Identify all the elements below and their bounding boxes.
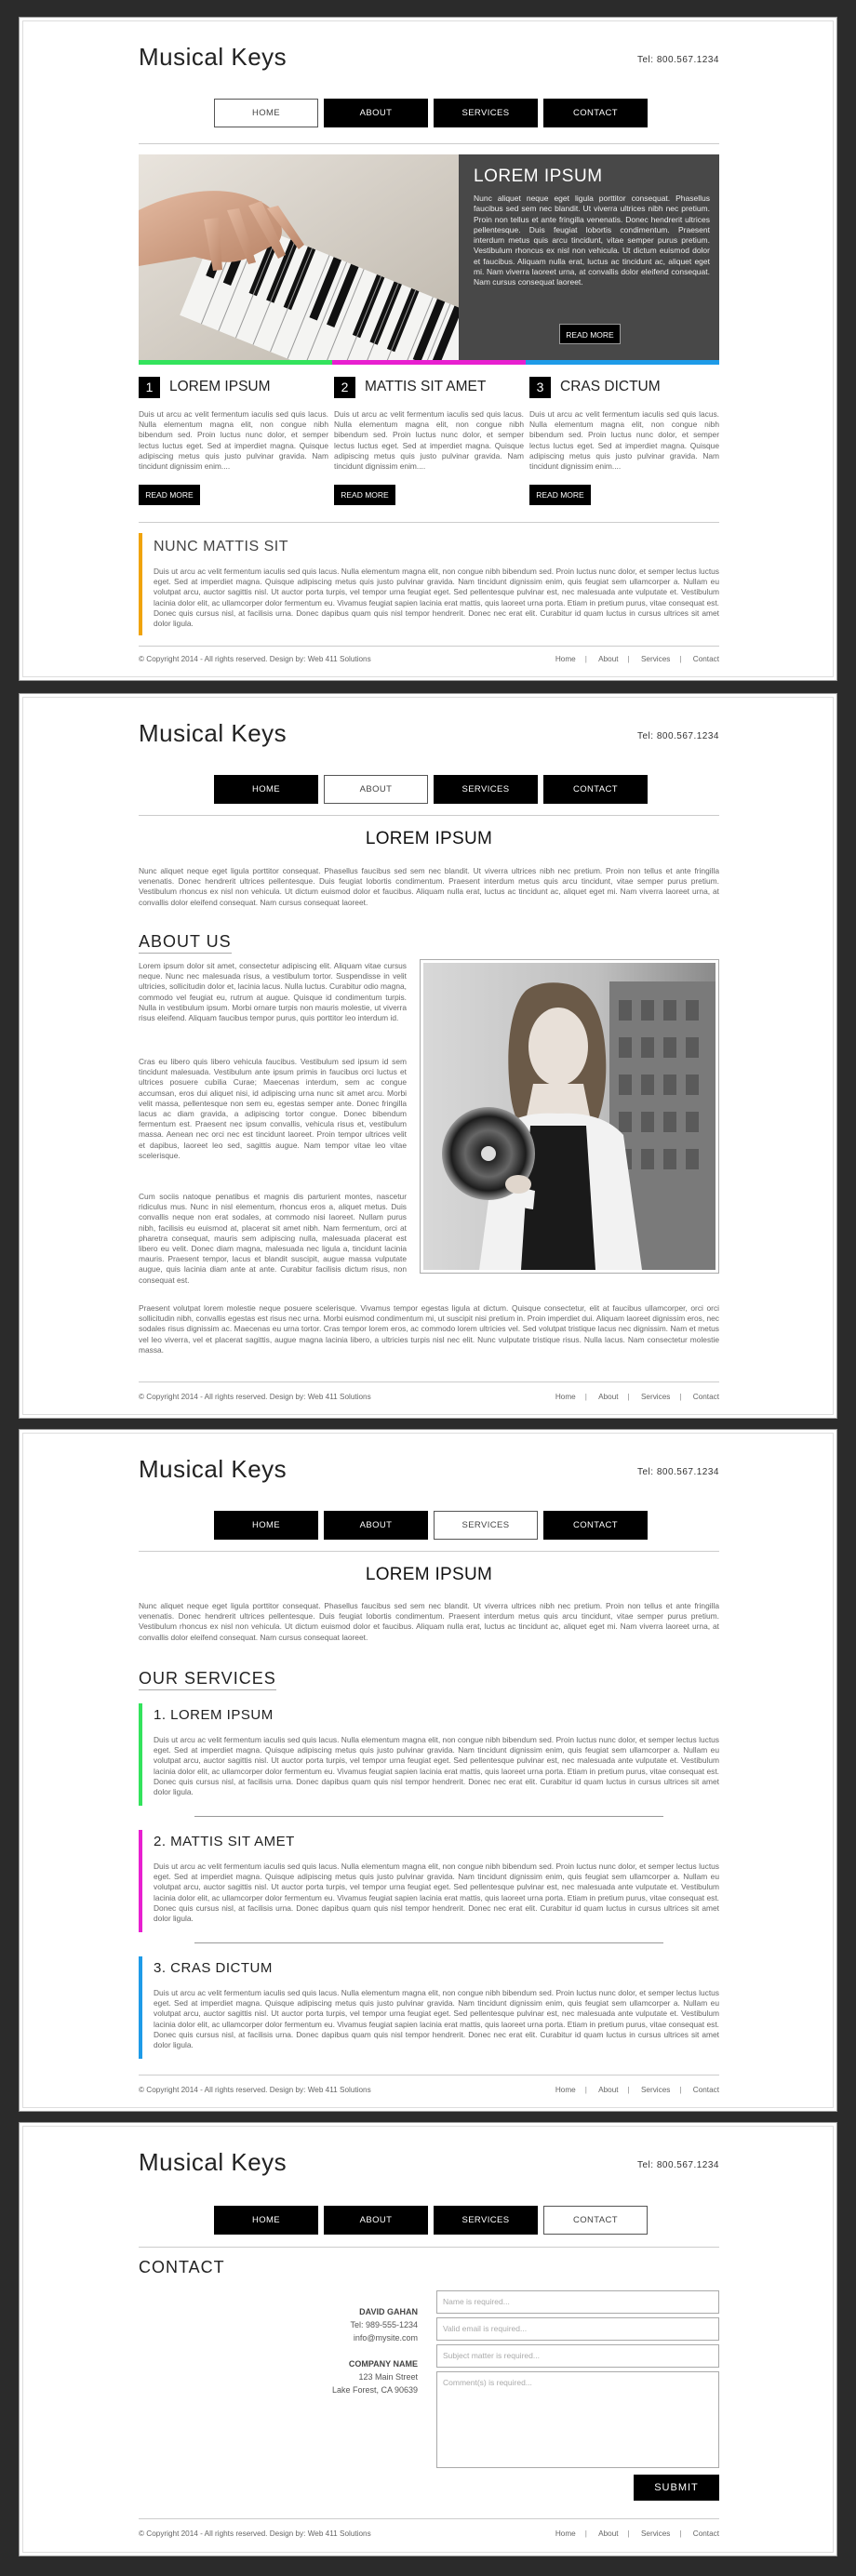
footer-links: Home | About | Services | Contact [555, 1393, 719, 1401]
service-title: 3. CRAS DICTUM [154, 1960, 273, 1976]
page-title: LOREM IPSUM [365, 1565, 493, 1584]
callout-accent-bar [139, 533, 142, 635]
main-nav [214, 99, 649, 127]
footer-copyright: © Copyright 2014 - All rights reserved. Design by: Web 411 Solutions [139, 1393, 371, 1401]
feature-title: LOREM IPSUM [169, 379, 271, 394]
feature-number-badge: 3 [529, 377, 551, 398]
submit-button[interactable]: SUBMIT [634, 2475, 719, 2501]
header-phone: Tel: 800.567.1234 [636, 55, 719, 65]
footer-link-about[interactable]: About [598, 2529, 619, 2538]
footer-copyright: © Copyright 2014 - All rights reserved. Design by: Web 411 Solutions [139, 2529, 371, 2538]
hero-panel [459, 154, 719, 361]
main-nav [214, 1511, 649, 1540]
footer-link-home[interactable]: Home [555, 1393, 576, 1401]
header-phone: Tel: 800.567.1234 [636, 731, 719, 741]
feature-read-more-button[interactable]: READ MORE [529, 485, 591, 505]
address-line-1: 123 Main Street [358, 2372, 418, 2382]
subject-input[interactable]: Subject matter is required... [436, 2344, 719, 2368]
main-nav [214, 2206, 649, 2235]
feature-title: CRAS DICTUM [560, 379, 661, 394]
about-photo [420, 959, 719, 1274]
feature-number-badge: 2 [334, 377, 355, 398]
footer-link-about[interactable]: About [598, 1393, 619, 1401]
comment-textarea[interactable]: Comment(s) is required... [436, 2371, 719, 2468]
nav-contact[interactable]: CONTACT [543, 775, 648, 804]
nav-about[interactable]: ABOUT [324, 2206, 428, 2235]
footer-links: Home | About | Services | Contact [555, 655, 719, 663]
callout-title: NUNC MATTIS SIT [154, 539, 288, 554]
feature-3 [529, 377, 719, 526]
color-stripe-green [139, 360, 332, 365]
site-logo[interactable]: Musical Keys [139, 43, 288, 71]
nav-services[interactable]: SERVICES [434, 2206, 538, 2235]
service-text: Duis ut arcu ac velit fermentum iaculis sed quis lacus. Nulla elementum magna elit, non congue nibh bibendum sed. Proin luctus nunc dolor, et semper lectus luctus eget. Sed at imperdiet magna. Quisque adipiscing metus quis justo pulvinar gravida. Nam tincidunt dignissim enim, quis feugiat sem ullamcorper a. Nullam eu volutpat arcu, auctor sagittis nisl. Ut auctor porta turpis, vel tempor urna feugiat eget. Sed pellentesque pulvinar est, nec malesuada ante vulputate et. Vestibulum lacinia dolor elit, ac ullamcorper dolor fermentum eu. Vivamus feugiat sapien lacinia erat mattis, quis laoreet urna porta. Etiam in pretium purus, vitae consequat est. Donec quis cursus nisl, at facilisis urna. Donec dapibus quam quis nisl tempor hendrerit. Donec nec erat elit. Curabitur id quam luctus in cursus ultrices sit amet dolor ligula. [154, 1988, 719, 2050]
service-item-1 [139, 1703, 719, 1806]
page-contact [19, 2122, 837, 2556]
service-text: Duis ut arcu ac velit fermentum iaculis sed quis lacus. Nulla elementum magna elit, non congue nibh bibendum sed. Proin luctus nunc dolor, et semper lectus luctus eget. Sed at imperdiet magna. Quisque adipiscing metus quis justo pulvinar gravida. Nam tincidunt dignissim enim, quis feugiat sem ullamcorper a. Nullam eu volutpat arcu, auctor sagittis nisl. Ut auctor porta turpis, vel tempor urna feugiat eget. Sed pellentesque pulvinar est, nec malesuada ante vulputate et. Vestibulum lacinia dolor elit, ac ullamcorper dolor fermentum eu. Vivamus feugiat sapien lacinia erat mattis, quis laoreet urna porta. Etiam in pretium purus, vitae consequat est. Donec quis cursus nisl, at facilisis urna. Donec dapibus quam quis nisl tempor hendrerit. Donec nec erat elit. Curabitur id quam luctus in cursus ultrices sit amet dolor ligula. [154, 1862, 719, 1924]
footer-link-services[interactable]: Services [640, 1393, 671, 1401]
nav-services[interactable]: SERVICES [434, 1511, 538, 1540]
about-paragraph-4: Praesent volutpat lorem molestie neque posuere scelerisque. Vivamus tempor egestas ligula at dictum. Quisque consectetur, elit at faucibus ullamcorper, orci orci sollicitudin nibh, convallis egestas est risus nec urna. Morbi euismod condimentum mi, ut suscipit nisi pretium in. Proin imperdiet dui. Aliquam laoreet dignissim eros, nec sodales risus dignissim ac. Maecenas eu urna tortor. Cras tempor lorem eros, ac commodo lorem ultricies vel. Sed volutpat tristique lacus nec dignissim. Nam et metus vel leo viverra, vel et placerat sagittis, augue magna lacinia libero, a ultricies turpis nisl nec elit. Nunc vulputate tristique risus. Nulla lacus. Nam consectetur molestie massa. [139, 1303, 719, 1355]
footer-link-contact[interactable]: Contact [692, 1393, 719, 1401]
feature-divider [139, 522, 719, 523]
footer-link-contact[interactable]: Contact [692, 655, 719, 663]
hero-read-more-button[interactable]: READ MORE [559, 324, 621, 344]
site-logo[interactable]: Musical Keys [139, 2148, 288, 2176]
service-accent-bar [139, 1830, 142, 1932]
site-logo[interactable]: Musical Keys [139, 719, 288, 747]
contact-phone: Tel: 989-555-1234 [350, 2320, 418, 2329]
header-phone: Tel: 800.567.1234 [636, 2160, 719, 2170]
page-services [19, 1429, 837, 2112]
footer-copyright: © Copyright 2014 - All rights reserved. Design by: Web 411 Solutions [139, 655, 371, 663]
nav-contact[interactable]: CONTACT [543, 2206, 648, 2235]
nav-about[interactable]: ABOUT [324, 775, 428, 804]
footer-link-about[interactable]: About [598, 2086, 619, 2094]
nav-services[interactable]: SERVICES [434, 775, 538, 804]
name-input[interactable]: Name is required... [436, 2290, 719, 2314]
header-divider [139, 815, 719, 816]
site-logo[interactable]: Musical Keys [139, 1455, 288, 1483]
footer-divider [139, 646, 719, 647]
footer-divider [139, 1381, 719, 1382]
contact-heading: CONTACT [139, 2258, 225, 2276]
about-heading: ABOUT US [139, 932, 232, 954]
nav-home[interactable]: HOME [214, 775, 318, 804]
about-paragraph-3: Cum sociis natoque penatibus et magnis dis parturient montes, nascetur ridiculus mus. Nunc in nisl elementum, rhoncus eros a, aliquet metus. Duis convallis neque non erat sodales, at commodo nisi laoreet. Nullam purus nibh, facilisis eu euismod at, placerat sit amet nibh. Nam fermentum, orci at pharetra consequat, mauris sem adipiscing nulla, malesuada placerat est libero eu velit. Donec diam magna, malesuada nec ligula a, tincidunt lacinia mauris. Praesent tempor, lacus et blandit suscipit, augue massa vulputate augue, quis lacinia diam ante at ante. Curabitur facilisis dictum risus, non consequat est. [139, 1192, 407, 1285]
service-text: Duis ut arcu ac velit fermentum iaculis sed quis lacus. Nulla elementum magna elit, non congue nibh bibendum sed. Proin luctus nunc dolor, et semper lectus luctus eget. Sed at imperdiet magna. Quisque adipiscing metus quis justo pulvinar gravida. Nam tincidunt dignissim enim, quis feugiat sem ullamcorper a. Nullam eu volutpat arcu, auctor sagittis nisl. Ut auctor porta turpis, vel tempor urna feugiat eget. Sed pellentesque pulvinar est, nec malesuada ante vulputate et. Vestibulum lacinia dolor elit, ac ullamcorper dolor fermentum eu. Vivamus feugiat sapien lacinia erat mattis, quis laoreet urna porta. Etiam in pretium purus, vitae consequat est. Donec quis cursus nisl, at facilisis urna. Donec dapibus quam quis nisl tempor hendrerit. Donec nec erat elit. Curabitur id quam luctus in cursus ultrices sit amet dolor ligula. [154, 1735, 719, 1797]
header-phone: Tel: 800.567.1234 [636, 1467, 719, 1477]
feature-number-badge: 1 [139, 377, 160, 398]
footer-link-services[interactable]: Services [640, 2529, 671, 2538]
footer-link-contact[interactable]: Contact [692, 2529, 719, 2538]
footer-links: Home | About | Services | Contact [555, 2086, 719, 2094]
callout [139, 533, 719, 635]
footer-link-home[interactable]: Home [555, 2086, 576, 2094]
contact-info [232, 2305, 418, 2396]
feature-read-more-button[interactable]: READ MORE [334, 485, 395, 505]
service-divider [194, 1942, 663, 1943]
footer-link-home[interactable]: Home [555, 2529, 576, 2538]
header-divider [139, 2247, 719, 2248]
footer-link-services[interactable]: Services [640, 655, 671, 663]
page-home [19, 17, 837, 681]
address-line-2: Lake Forest, CA 90639 [331, 2385, 418, 2395]
service-title: 1. LOREM IPSUM [154, 1707, 274, 1723]
service-item-2 [139, 1830, 719, 1932]
nav-about[interactable]: ABOUT [324, 99, 428, 127]
footer-links: Home | About | Services | Contact [555, 2529, 719, 2538]
hero-title: LOREM IPSUM [474, 167, 603, 186]
woman-with-cd-image [423, 963, 716, 1270]
service-accent-bar [139, 1956, 142, 2059]
service-title: 2. MATTIS SIT AMET [154, 1834, 295, 1849]
header-divider [139, 1551, 719, 1552]
contact-spacer [232, 2344, 418, 2357]
nav-about[interactable]: ABOUT [324, 1511, 428, 1540]
nav-contact[interactable]: CONTACT [543, 99, 648, 127]
about-paragraph-2: Cras eu libero quis libero vehicula faucibus. Vestibulum sed ipsum id sem tincidunt malesuada. Vestibulum ante ipsum primis in faucibus orci luctus et ultrices posuere cubilia Curae; Maecenas interdum, sem ac congue accumsan, eros dui aliquet nisi, id adipiscing urna nunc sit amet arcu. Morbi velit massa, pellentesque non sem eu, egestas semper ante. Donec fringilla lacus ac diam gravida, a adipiscing tortor congue. Donec bibendum fermentum est. Praesent nec ipsum convallis, vehicula risus et, vestibulum massa. Aenean nec orci nec est tincidunt laoreet. Proin tempor ultrices velit et dapibus, laoreet leo sed, sagittis augue. Nam tempor vitae leo vitae scelerisque. [139, 1057, 407, 1160]
footer-link-home[interactable]: Home [555, 655, 576, 663]
footer-divider [139, 2518, 719, 2519]
header-divider [139, 143, 719, 144]
page-title: LOREM IPSUM [365, 829, 493, 848]
service-accent-bar [139, 1703, 142, 1806]
about-paragraph-1: Lorem ipsum dolor sit amet, consectetur adipiscing elit. Aliquam vitae cursus neque. Nunc nec malesuada risus, a vestibulum tortor. Suspendisse in velit ultricies, sollicitudin dolor et, lacinia lacus. Nulla luctus. Curabitur odio magna, commodo vel feugiat eu, rutrum at augue. Quisque id condimentum turpis. Nulla in vestibulum ipsum. Morbi ornare turpis non mauris molestie, ut viverra risus eleifend. Aliquam faucibus tempor purus, quis porttitor leo interdum id. [139, 961, 407, 1023]
nav-services[interactable]: SERVICES [434, 99, 538, 127]
color-stripe-magenta [332, 360, 526, 365]
service-divider [194, 1816, 663, 1817]
color-stripe-blue [526, 360, 719, 365]
hero-text: Nunc aliquet neque eget ligula porttitor consequat. Phasellus faucibus sed sem nec blandit. Ut viverra ultrices nibh nec pretium. Proin non tellus et ante fringilla venenatis. Donec hendrerit ultrices pellentesque. Duis feugiat lobortis condimentum. Praesent interdum metus quis arcu tincidunt, vitae semper purus pretium. Vestibulum rhoncus ex nisl non vehicula. Ut dictum euismod dolor et faucibus. Aliquam nulla erat, luctus ac tincidunt ac, aliquet eget mi. Nam viverra laoreet urna, at convallis dolor eleifend consequat. Nam cursus consequat laoreet. [474, 194, 710, 287]
company-name: COMPANY NAME [348, 2359, 418, 2369]
nav-home[interactable]: HOME [214, 99, 318, 127]
feature-2 [334, 377, 524, 526]
hero [139, 154, 719, 361]
callout-text: Duis ut arcu ac velit fermentum iaculis sed quis lacus. Nulla elementum magna elit, non congue nibh bibendum sed. Proin luctus nunc dolor, et semper lectus luctus eget. Sed at imperdiet magna. Quisque adipiscing metus quis justo pulvinar gravida. Nam tincidunt dignissim enim, quis feugiat sem ullamcorper a. Nullam eu volutpat arcu, auctor sagittis nisl. Ut auctor porta turpis, vel tempor urna feugiat eget. Sed pellentesque pulvinar est, nec malesuada ante vulputate et. Vestibulum lacinia dolor elit, ac ullamcorper dolor fermentum eu. Vivamus feugiat sapien lacinia erat mattis, quis laoreet urna porta. Etiam in pretium purus, vitae consequat est. Donec quis cursus nisl, at facilisis urna. Donec dapibus quam quis nisl tempor hendrerit. Donec nec erat elit. Curabitur id quam luctus in cursus ultrices sit amet dolor ligula. [154, 567, 719, 629]
services-heading: OUR SERVICES [139, 1669, 276, 1690]
email-input[interactable]: Valid email is required... [436, 2317, 719, 2341]
feature-read-more-button[interactable]: READ MORE [139, 485, 200, 505]
feature-text: Duis ut arcu ac velit fermentum iaculis sed quis lacus. Nulla elementum magna elit, non congue nibh bibendum sed. Proin luctus nunc dolor, et semper lectus luctus eget. Sed at imperdiet magna. Quisque adipiscing metus quis justo pulvinar gravida. Nam tincidunt dignissim enim.... [334, 409, 524, 472]
footer-link-about[interactable]: About [598, 655, 619, 663]
main-nav [214, 775, 649, 804]
hero-piano-image [139, 154, 459, 361]
intro-text: Nunc aliquet neque eget ligula porttitor consequat. Phasellus faucibus sed sem nec blandit. Ut viverra ultrices nibh nec pretium. Proin non tellus et ante fringilla venenatis. Donec hendrerit ultrices pellentesque. Duis feugiat lobortis condimentum. Praesent interdum metus quis arcu tincidunt, vitae semper purus pretium. Vestibulum rhoncus ex nisl non vehicula. Ut dictum euismod dolor et faucibus. Aliquam nulla erat, luctus ac tincidunt ac, aliquet eget mi. Nam viverra laoreet urna, at convallis dolor eleifend consequat. Nam cursus consequat laoreet. [139, 866, 719, 907]
footer-link-services[interactable]: Services [640, 2086, 671, 2094]
nav-contact[interactable]: CONTACT [543, 1511, 648, 1540]
intro-text: Nunc aliquet neque eget ligula porttitor consequat. Phasellus faucibus sed sem nec blandit. Ut viverra ultrices nibh nec pretium. Proin non tellus et ante fringilla venenatis. Donec hendrerit ultrices pellentesque. Duis feugiat lobortis condimentum. Praesent interdum metus quis arcu tincidunt, vitae semper purus pretium. Vestibulum rhoncus ex nisl non vehicula. Ut dictum euismod dolor et faucibus. Aliquam nulla erat, luctus ac tincidunt ac, aliquet eget mi. Nam viverra laoreet urna, at convallis dolor eleifend consequat. Nam cursus consequat laoreet. [139, 1601, 719, 1642]
nav-home[interactable]: HOME [214, 1511, 318, 1540]
contact-name: DAVID GAHAN [359, 2307, 418, 2316]
service-item-3 [139, 1956, 719, 2059]
feature-title: MATTIS SIT AMET [365, 379, 487, 394]
feature-text: Duis ut arcu ac velit fermentum iaculis sed quis lacus. Nulla elementum magna elit, non congue nibh bibendum sed. Proin luctus nunc dolor, et semper lectus luctus eget. Sed at imperdiet magna. Quisque adipiscing metus quis justo pulvinar gravida. Nam tincidunt dignissim enim.... [139, 409, 328, 472]
page-about [19, 693, 837, 1419]
nav-home[interactable]: HOME [214, 2206, 318, 2235]
footer-copyright: © Copyright 2014 - All rights reserved. Design by: Web 411 Solutions [139, 2086, 371, 2094]
feature-text: Duis ut arcu ac velit fermentum iaculis sed quis lacus. Nulla elementum magna elit, non congue nibh bibendum sed. Proin luctus nunc dolor, et semper lectus luctus eget. Sed at imperdiet magna. Quisque adipiscing metus quis justo pulvinar gravida. Nam tincidunt dignissim enim.... [529, 409, 719, 472]
feature-1 [139, 377, 328, 526]
footer-link-contact[interactable]: Contact [692, 2086, 719, 2094]
contact-email[interactable]: info@mysite.com [353, 2333, 418, 2342]
